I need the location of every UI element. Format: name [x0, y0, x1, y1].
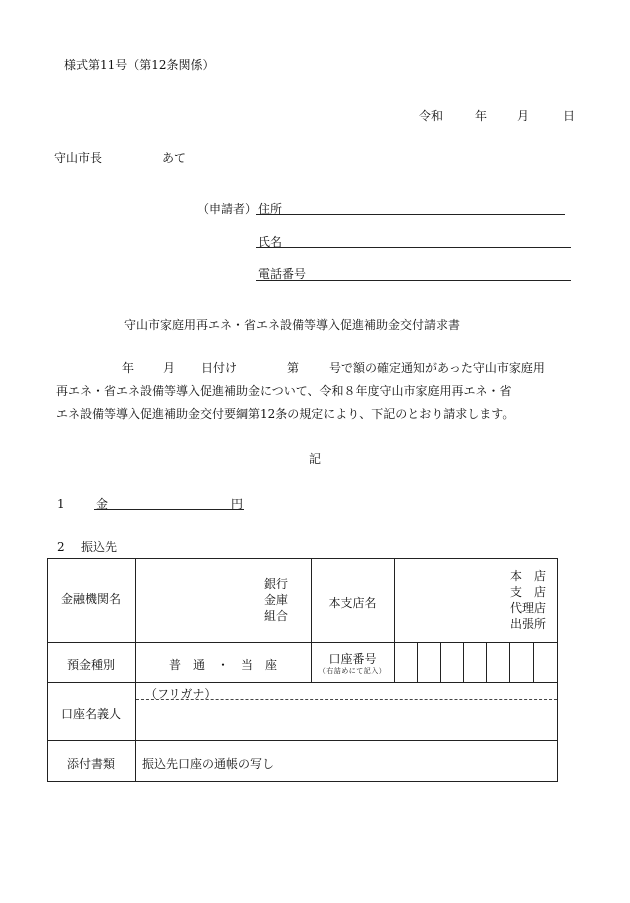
amount-field[interactable] — [94, 509, 244, 510]
phone-label: 電話番号 — [258, 267, 307, 281]
bank-type-shinkin: 金庫 — [263, 593, 288, 607]
applicant-label: （申請者） — [197, 202, 258, 216]
branch-name-field[interactable] — [396, 561, 496, 641]
addressee-suffix: あて — [162, 151, 187, 165]
bank-type-bank: 銀行 — [263, 577, 288, 591]
branch-type-branch: 支 店 — [509, 585, 546, 599]
attachment-label: 添付書類 — [66, 757, 115, 771]
branch-types — [505, 568, 551, 632]
account-number-field[interactable] — [395, 643, 557, 681]
date-month: 月 — [517, 109, 530, 123]
attachment-value: 振込先口座の通帳の写し — [142, 757, 275, 771]
body-year: 年 — [122, 361, 135, 375]
holder-label: 口座名義人 — [60, 707, 121, 721]
account-number-label: 口座番号 — [328, 652, 377, 666]
furigana-label: （フリガナ） — [145, 687, 217, 701]
bank-label: 金融機関名 — [60, 592, 121, 606]
date-day: 日 — [563, 109, 576, 123]
item1-number: 1 — [57, 497, 65, 511]
branch-type-office: 出張所 — [509, 617, 546, 631]
body-day: 日付け — [201, 361, 238, 375]
date-year: 年 — [475, 109, 488, 123]
date-era: 令和 — [419, 109, 444, 123]
body-line1-rest: 号で額の確定通知があった守山市家庭用 — [329, 361, 545, 375]
bank-type-kumiai: 組合 — [263, 609, 288, 623]
body-month: 月 — [163, 361, 176, 375]
name-label: 氏名 — [258, 235, 283, 249]
name-field[interactable] — [256, 247, 571, 248]
holder-name-field[interactable] — [137, 701, 556, 739]
account-type-label: 預金種別 — [66, 658, 115, 672]
address-field[interactable] — [256, 214, 565, 215]
branch-type-main: 本 店 — [509, 569, 546, 583]
phone-field[interactable] — [256, 280, 571, 281]
addressee-name: 守山市長 — [54, 151, 103, 165]
item1-unit: 円 — [231, 497, 244, 511]
branch-label: 本支店名 — [328, 596, 377, 610]
body-line3: エネ設備等導入促進補助金交付要綱第12条の規定により、下記のとおり請求します。 — [56, 407, 515, 421]
bank-types — [256, 576, 296, 624]
item2-label: 振込先 — [81, 540, 118, 554]
item1-label: 金 — [96, 497, 109, 511]
form-number: 様式第11号（第12条関係） — [64, 58, 215, 72]
ki-heading: 記 — [309, 452, 322, 466]
address-label: 住所 — [258, 202, 283, 216]
document-title: 守山市家庭用再エネ・省エネ設備等導入促進補助金交付請求書 — [124, 318, 461, 332]
account-number-note: （右詰めにて記入） — [318, 667, 387, 675]
account-type-options[interactable]: 普 通 ・ 当 座 — [168, 658, 277, 672]
branch-type-agency: 代理店 — [509, 601, 546, 615]
body-line2: 再エネ・省エネ設備等導入促進補助金について、令和８年度守山市家庭用再エネ・省 — [56, 384, 512, 398]
item2-number: 2 — [57, 540, 65, 554]
body-no: 第 — [287, 361, 300, 375]
